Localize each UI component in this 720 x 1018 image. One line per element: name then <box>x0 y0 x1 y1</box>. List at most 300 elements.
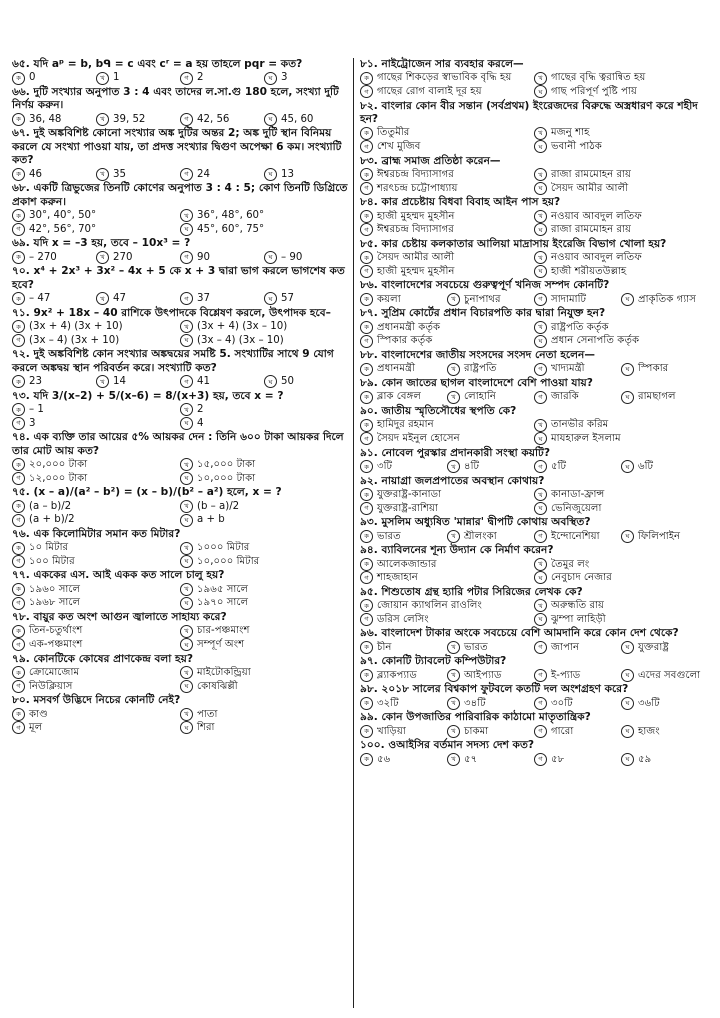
answer-option[interactable] <box>12 375 96 389</box>
option-marker: গ <box>534 725 547 738</box>
question-item <box>12 265 348 305</box>
option-marker: গ <box>360 223 373 236</box>
answer-option[interactable] <box>447 753 534 767</box>
option-marker: ক <box>360 168 373 181</box>
option-text: ৩টি <box>377 460 393 472</box>
answer-option[interactable] <box>534 390 621 404</box>
answer-option[interactable] <box>447 725 534 739</box>
answer-option[interactable] <box>447 530 534 544</box>
option-marker: ঘ <box>534 613 547 626</box>
option-marker: ক <box>360 530 373 543</box>
option-text: মূল <box>29 722 43 734</box>
answer-option[interactable] <box>360 502 534 516</box>
answer-option[interactable] <box>360 725 447 739</box>
option-marker: ঘ <box>621 725 634 738</box>
question-item <box>12 653 348 694</box>
answer-option[interactable] <box>12 417 180 431</box>
question-item <box>12 528 348 569</box>
column-divider <box>353 58 354 1008</box>
answer-option[interactable] <box>534 265 708 279</box>
answer-option[interactable] <box>534 293 621 307</box>
question-text: কোন উপজাতির পারিবারিক কাঠামো মাতৃতান্ত্রিক? <box>381 711 591 724</box>
question-number: ৬৯. <box>12 237 30 250</box>
answer-option[interactable] <box>360 753 447 767</box>
question-number: ৭৩. <box>12 389 30 402</box>
option-marker: খ <box>534 488 547 501</box>
question-item <box>360 544 708 585</box>
question-number: ৭৬. <box>12 527 30 540</box>
option-text: 270 <box>113 251 133 263</box>
answer-option[interactable] <box>447 390 534 404</box>
option-marker: গ <box>180 292 193 305</box>
options-grid <box>12 375 348 389</box>
option-text: 1 <box>113 72 120 84</box>
question-stem <box>12 390 348 403</box>
answer-option[interactable] <box>360 530 447 544</box>
question-stem <box>360 405 708 418</box>
option-marker: ক <box>360 488 373 501</box>
option-marker: গ <box>12 638 25 651</box>
option-marker: গ <box>534 641 547 654</box>
option-marker: গ <box>360 432 373 445</box>
answer-option[interactable] <box>360 251 534 265</box>
answer-option[interactable] <box>534 725 621 739</box>
answer-option[interactable] <box>180 292 264 306</box>
option-text: স্পিকার কর্তৃক <box>377 335 433 347</box>
option-text: মাইটোকন্ড্রিয়া <box>197 667 251 678</box>
option-text: চার-পঞ্চমাংশ <box>197 625 250 637</box>
answer-option[interactable] <box>534 251 708 265</box>
question-text: যদি aᵖ = b, bᑫ = c এবং cʳ = a হয় তাহলে pqr = কত? <box>33 58 303 70</box>
answer-option[interactable] <box>360 265 534 279</box>
option-marker: ক <box>360 669 373 682</box>
answer-option[interactable] <box>360 697 447 711</box>
answer-option[interactable] <box>621 725 708 739</box>
answer-option[interactable] <box>360 432 534 446</box>
option-text: আলেকজান্ডার <box>377 558 437 570</box>
answer-option[interactable] <box>12 403 180 417</box>
option-marker: ঘ <box>621 530 634 543</box>
option-text: – 1 <box>29 404 44 416</box>
question-text: কোনটিকে কোষের প্রাণকেন্দ্র বলা হয়? <box>33 652 193 665</box>
question-number: ৭১. <box>12 306 30 319</box>
option-marker: গ <box>360 265 373 278</box>
option-marker: ক <box>12 666 25 679</box>
answer-option[interactable] <box>534 558 708 572</box>
option-text: ৩৪টি <box>464 697 486 709</box>
answer-option[interactable] <box>12 555 180 569</box>
answer-option[interactable] <box>96 375 180 389</box>
answer-option[interactable] <box>360 613 534 627</box>
answer-option[interactable] <box>621 362 708 376</box>
answer-option[interactable] <box>12 583 180 597</box>
answer-option[interactable] <box>534 334 708 348</box>
option-text: ৬টি <box>638 460 654 472</box>
option-text: নওয়াব আবদুল লতিফ <box>551 252 642 264</box>
question-text: একটি ত্রিভুজের তিনটি কোণের অনুপাত 3 : 4 : 5; কোণ তিনটি ডিগ্রিতে প্রকাশ করুন। <box>12 182 348 208</box>
option-marker: ক <box>360 251 373 264</box>
answer-option[interactable] <box>534 140 708 154</box>
answer-option[interactable] <box>534 697 621 711</box>
answer-option[interactable] <box>264 375 348 389</box>
option-text: a + b <box>197 514 225 526</box>
question-number: ৯৪. <box>360 544 378 557</box>
option-marker: খ <box>180 500 193 513</box>
answer-option[interactable] <box>534 210 708 224</box>
question-item <box>12 569 348 610</box>
option-marker: ঘ <box>264 168 277 181</box>
answer-option[interactable] <box>264 292 348 306</box>
option-marker: গ <box>12 721 25 734</box>
option-text: শাহজাহান <box>377 572 418 584</box>
answer-option[interactable] <box>12 223 180 237</box>
answer-option[interactable] <box>360 418 534 432</box>
option-marker: গ <box>534 530 547 543</box>
answer-option[interactable] <box>534 571 708 585</box>
option-text: 47 <box>113 293 126 305</box>
option-marker: গ <box>12 417 25 430</box>
answer-option[interactable] <box>534 530 621 544</box>
option-marker: ক <box>360 321 373 334</box>
answer-option[interactable] <box>621 669 708 683</box>
option-text: নওয়াব আবদুল লতিফ <box>551 210 642 222</box>
question-number: ৯১. <box>360 446 378 459</box>
answer-option[interactable] <box>360 334 534 348</box>
answer-option[interactable] <box>360 168 534 182</box>
answer-option[interactable] <box>360 599 534 613</box>
question-stem <box>12 431 348 458</box>
answer-option[interactable] <box>534 641 621 655</box>
question-item <box>12 307 348 348</box>
option-marker: ঘ <box>180 472 193 485</box>
options-grid <box>12 541 348 568</box>
question-item <box>360 238 708 279</box>
options-grid <box>360 753 708 767</box>
answer-option[interactable] <box>447 697 534 711</box>
option-text: গাছ পরিপূর্ণ পুষ্টি পায় <box>551 86 637 97</box>
question-text: কোনটি ট্যাবলেট কম্পিউটার? <box>381 655 507 668</box>
answer-option[interactable] <box>96 292 180 306</box>
answer-option[interactable] <box>12 320 180 334</box>
answer-option[interactable] <box>534 460 621 474</box>
answer-option[interactable] <box>96 168 180 182</box>
question-stem <box>360 475 708 488</box>
answer-option[interactable] <box>12 513 180 527</box>
answer-option[interactable] <box>12 541 180 555</box>
option-text: হাজী মুহম্মদ মুহসীন <box>377 265 455 277</box>
answer-option[interactable] <box>12 500 180 514</box>
option-text: 24 <box>197 168 210 180</box>
question-number: ৯৮. <box>360 683 378 696</box>
option-text: ক্রোমোজোম <box>29 667 80 678</box>
answer-option[interactable] <box>360 126 534 140</box>
option-text: হাজং <box>638 725 660 737</box>
answer-option[interactable] <box>360 140 534 154</box>
answer-option[interactable] <box>12 638 180 652</box>
option-text: 42°, 56°, 70° <box>29 223 97 235</box>
answer-option[interactable] <box>621 697 708 711</box>
option-text: রামছাগল <box>638 391 676 403</box>
options-grid <box>360 558 708 585</box>
option-text: (3x + 4) (3x – 10) <box>197 321 288 333</box>
answer-option[interactable] <box>180 403 348 417</box>
answer-option[interactable] <box>180 223 348 237</box>
answer-option[interactable] <box>534 753 621 767</box>
question-stem <box>12 127 348 167</box>
answer-option[interactable] <box>12 624 180 638</box>
answer-option[interactable] <box>534 321 708 335</box>
answer-option[interactable] <box>360 85 534 99</box>
option-marker: গ <box>12 334 25 347</box>
option-marker: ক <box>360 391 373 404</box>
option-marker: খ <box>534 251 547 264</box>
answer-option[interactable] <box>360 182 534 196</box>
option-marker: ঘ <box>534 140 547 153</box>
answer-option[interactable] <box>180 113 264 127</box>
answer-option[interactable] <box>180 458 348 472</box>
answer-option[interactable] <box>180 251 264 265</box>
answer-option[interactable] <box>360 460 447 474</box>
answer-option[interactable] <box>534 432 708 446</box>
answer-option[interactable] <box>180 320 348 334</box>
option-text: সৈয়দ মইনুল হোসেন <box>377 432 460 444</box>
question-text: নায়াগ্রা জলপ্রপাতের অবস্থান কোথায়? <box>381 474 545 487</box>
answer-option[interactable] <box>447 293 534 307</box>
option-marker: ক <box>360 697 373 710</box>
options-grid <box>12 624 348 651</box>
option-marker: ঘ <box>180 514 193 527</box>
option-text: শ্রীলংকা <box>464 530 497 542</box>
answer-option[interactable] <box>447 362 534 376</box>
answer-option[interactable] <box>180 71 264 85</box>
answer-option[interactable] <box>264 251 348 265</box>
option-marker: খ <box>534 72 547 85</box>
question-item <box>12 237 348 264</box>
answer-option[interactable] <box>360 390 447 404</box>
answer-option[interactable] <box>180 555 348 569</box>
answer-option[interactable] <box>534 71 708 85</box>
answer-option[interactable] <box>180 168 264 182</box>
answer-option[interactable] <box>180 638 348 652</box>
option-text: তিতুমীর <box>377 127 410 139</box>
answer-option[interactable] <box>180 708 348 722</box>
answer-option[interactable] <box>12 708 180 722</box>
answer-option[interactable] <box>360 669 447 683</box>
answer-option[interactable] <box>12 596 180 610</box>
answer-option[interactable] <box>12 209 180 223</box>
answer-option[interactable] <box>12 334 180 348</box>
answer-option[interactable] <box>360 362 447 376</box>
answer-option[interactable] <box>447 669 534 683</box>
answer-option[interactable] <box>534 488 708 502</box>
answer-option[interactable] <box>534 502 708 516</box>
answer-option[interactable] <box>180 209 348 223</box>
option-text: রাজা রামমোহন রায় <box>551 224 632 236</box>
answer-option[interactable] <box>360 210 534 224</box>
answer-option[interactable] <box>534 669 621 683</box>
option-text: (3x – 4) (3x – 10) <box>197 334 284 346</box>
answer-option[interactable] <box>621 641 708 655</box>
answer-option[interactable] <box>360 488 534 502</box>
answer-option[interactable] <box>12 168 96 182</box>
options-grid <box>12 500 348 527</box>
question-number: ৯২. <box>360 474 378 487</box>
answer-option[interactable] <box>180 721 348 735</box>
question-text: কোন জাতের ছাগল বাংলাদেশে বেশি পাওয়া যায়? <box>381 376 593 389</box>
question-item <box>360 475 708 516</box>
answer-option[interactable] <box>180 500 348 514</box>
answer-option[interactable] <box>534 168 708 182</box>
answer-option[interactable] <box>180 472 348 486</box>
option-marker: ঘ <box>264 113 277 126</box>
answer-option[interactable] <box>12 680 180 694</box>
left-column <box>12 58 348 736</box>
question-text: বাংলাদেশের জাতীয় সংসদের সংসদ নেতা হলেন— <box>381 348 595 361</box>
answer-option[interactable] <box>360 293 447 307</box>
option-text: 4 <box>197 417 204 429</box>
option-marker: গ <box>180 375 193 388</box>
option-marker: গ <box>12 597 25 610</box>
option-text: ১০০০ মিটার <box>197 542 250 554</box>
question-text: দুই অঙ্কবিশিষ্ট কোনো সংখ্যার অঙ্ক দুটির অন্তর 2; অঙ্ক দুটি স্থান বিনিময় করলে যে সংখ্যা পাওয়া যায়, তা প্রদত্ত সংখ্যার দ্বিগুণ অপেক্ষা 6 কম। সংখ্যাটি কত? <box>12 127 342 167</box>
answer-option[interactable] <box>180 541 348 555</box>
answer-option[interactable] <box>12 292 96 306</box>
question-text: ব্রাহ্ম সমাজ প্রতিষ্ঠা করেন— <box>381 154 501 167</box>
answer-option[interactable] <box>360 321 534 335</box>
answer-option[interactable] <box>534 599 708 613</box>
answer-option[interactable] <box>534 126 708 140</box>
answer-option[interactable] <box>621 293 708 307</box>
answer-option[interactable] <box>180 596 348 610</box>
answer-option[interactable] <box>180 417 348 431</box>
answer-option[interactable] <box>534 418 708 432</box>
question-item <box>12 390 348 431</box>
answer-option[interactable] <box>360 641 447 655</box>
answer-option[interactable] <box>12 721 180 735</box>
question-stem <box>360 516 708 529</box>
option-text: ১৯৬৫ সালে <box>197 583 249 595</box>
answer-option[interactable] <box>264 168 348 182</box>
option-marker: ক <box>12 251 25 264</box>
option-marker: ঘ <box>621 391 634 404</box>
question-number: ৯৩. <box>360 516 378 529</box>
option-marker: ক <box>12 708 25 721</box>
question-stem <box>12 265 348 292</box>
option-marker: ঘ <box>621 753 634 766</box>
answer-option[interactable] <box>180 680 348 694</box>
answer-option[interactable] <box>180 334 348 348</box>
answer-option[interactable] <box>12 472 180 486</box>
question-text: নাইট্রোজেন সার ব্যবহার করলে— <box>381 58 524 70</box>
option-marker: ক <box>12 375 25 388</box>
answer-option[interactable] <box>12 251 96 265</box>
option-text: লোহানি <box>464 391 496 403</box>
option-text: মজনু শাহ <box>551 127 590 139</box>
option-marker: খ <box>534 599 547 612</box>
answer-option[interactable] <box>12 71 96 85</box>
question-item <box>360 739 708 766</box>
answer-option[interactable] <box>534 182 708 196</box>
answer-option[interactable] <box>621 460 708 474</box>
option-marker: খ <box>180 625 193 638</box>
answer-option[interactable] <box>360 223 534 237</box>
question-text: সুপ্রিম কোর্টের প্রধান বিচারপতি কার দ্বারা নিযুক্ত হন? <box>381 307 606 320</box>
answer-option[interactable] <box>180 375 264 389</box>
answer-option[interactable] <box>180 583 348 597</box>
answer-option[interactable] <box>264 71 348 85</box>
option-text: জোয়ান ক্যাথলিন রাওলিং <box>377 600 482 612</box>
option-text: প্রধানমন্ত্রী কর্তৃক <box>377 321 441 333</box>
question-stem <box>12 182 348 209</box>
answer-option[interactable] <box>534 613 708 627</box>
answer-option[interactable] <box>360 558 534 572</box>
answer-option[interactable] <box>534 223 708 237</box>
question-number: ৭০. <box>12 265 30 278</box>
options-grid <box>360 725 708 739</box>
answer-option[interactable] <box>264 113 348 127</box>
option-text: গাছের বৃদ্ধি ত্বরান্বিত হয় <box>551 72 646 84</box>
option-marker: গ <box>12 555 25 568</box>
option-marker: ঘ <box>180 223 193 236</box>
answer-option[interactable] <box>96 71 180 85</box>
option-text: সৈয়দ আমীর আলী <box>377 252 455 264</box>
option-text: 45°, 60°, 75° <box>197 223 265 235</box>
options-grid <box>360 362 708 376</box>
option-marker: ঘ <box>180 555 193 568</box>
option-marker: খ <box>447 391 460 404</box>
option-marker: ঘ <box>621 293 634 306</box>
answer-option[interactable] <box>447 460 534 474</box>
option-text: রাজা রামমোহন রায় <box>551 169 632 180</box>
question-number: ৭৯. <box>12 652 30 665</box>
answer-option[interactable] <box>360 71 534 85</box>
option-marker: ক <box>360 419 373 432</box>
option-text: 45, 60 <box>281 113 314 125</box>
option-text: 36°, 48°, 60° <box>197 210 265 222</box>
option-marker: গ <box>12 514 25 527</box>
option-marker: খ <box>180 583 193 596</box>
option-marker: ঘ <box>180 638 193 651</box>
answer-option[interactable] <box>180 666 348 680</box>
option-text: 0 <box>29 72 36 84</box>
option-text: 2 <box>197 404 204 416</box>
answer-option[interactable] <box>96 251 180 265</box>
option-marker: ক <box>360 725 373 738</box>
answer-option[interactable] <box>12 458 180 472</box>
answer-option[interactable] <box>180 513 348 527</box>
answer-option[interactable] <box>96 113 180 127</box>
option-text: 37 <box>197 293 210 305</box>
answer-option[interactable] <box>12 666 180 680</box>
answer-option[interactable] <box>621 390 708 404</box>
answer-option[interactable] <box>447 641 534 655</box>
question-stem <box>12 58 348 71</box>
option-marker: গ <box>360 335 373 348</box>
question-text: মুসলিম অধ্যুষিত 'মান্নার' দ্বীপটি কোথায় অবস্থিত? <box>381 516 591 529</box>
answer-option[interactable] <box>360 571 534 585</box>
option-text: 3 <box>29 417 36 429</box>
answer-option[interactable] <box>621 530 708 544</box>
option-marker: খ <box>447 753 460 766</box>
answer-option[interactable] <box>621 753 708 767</box>
option-marker: গ <box>534 363 547 376</box>
question-item <box>360 307 708 348</box>
answer-option[interactable] <box>180 624 348 638</box>
answer-option[interactable] <box>534 85 708 99</box>
answer-option[interactable] <box>12 113 96 127</box>
question-item <box>12 611 348 652</box>
answer-option[interactable] <box>534 362 621 376</box>
